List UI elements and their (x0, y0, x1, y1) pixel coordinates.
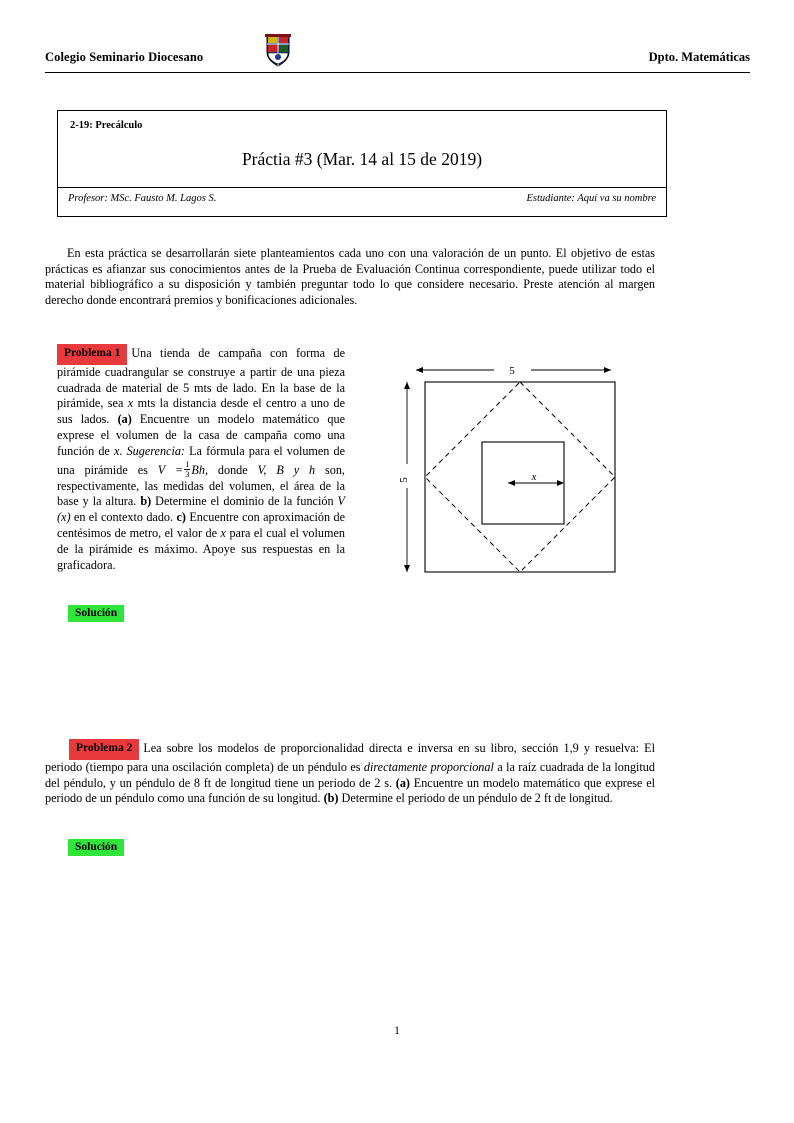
problem-2-block (45, 739, 655, 807)
problem-1-text-2: mts la distancia desde el centro a uno de sus lados. (57, 396, 345, 427)
professor-label: Profesor: MSc. Fausto M. Lagos S. (68, 193, 217, 204)
problem-1-block: Problema 1 Una tienda de campaña con forma de pirámide cuadrangular se construye a partir de una pieza cuadrada de material de 5 mts de lado. En la base de la pirámide, sea x mts la distancia desde el centro a uno de sus lados. (a) Encuentre un modelo matemático que exprese el volumen de la casa de campaña como una función de x. Sugerencia: La fórmula para el volumen de una pirámide es V = $\frac{1}{3}$ Bh, donde V, B y h son, respectivamente, las medidas del volumen, el área de la base y la altura. b) Determine el dominio de la función V (x) en el contexto dado. c) Encuentre con aproximación de centésimos de metro, el valor de x para el cual el volumen de la pirámide es máximo. Apoye sus respuestas en la graficadora. (57, 346, 346, 572)
problem-2-tag: Problema 2 (69, 739, 139, 760)
problem-2-text-4: Determine el periodo de un péndulo de 2 ft de longitud. (338, 791, 613, 806)
problem-1-tag: Problema 1 (57, 344, 127, 365)
problem-2-emphasis: directamente proporcional (363, 759, 494, 774)
page-header (45, 42, 750, 84)
problem-1-label-c: c) (176, 510, 186, 525)
fraction-numerator: 1 (185, 458, 190, 469)
problem-1-formula-bh: Bh (191, 462, 205, 477)
student-label: Estudiante: Aquí va su nombre (526, 193, 656, 204)
problem-1-label-b: b) (140, 494, 152, 509)
svg-text:x: x (531, 471, 537, 483)
course-code: 2-19: Precálculo (70, 120, 143, 131)
page-title: Práctia #3 (Mar. 14 al 15 de 2019) (241, 149, 483, 169)
titlebox-divider (58, 187, 666, 188)
problem-2-label-a: (a) (395, 775, 410, 790)
problem-2-solution-area (68, 838, 128, 856)
problem-2-text-3: Encuentre un modelo matemático que exprese el periodo de un péndulo como una función de su longitud. (45, 775, 655, 806)
intro-paragraph: En esta práctica se desarrollarán siete planteamientos cada uno con una valoración de un punto. El objetivo de estas prácticas es afianzar sus conocimientos antes de la Prueba de Evaluación Continua correspondiente, puede utilizar todo el material bibliográfico a su disposición y también preguntar todo lo que considere necesario. Preste atención al margen derecho donde encontrará premios y bonificaciones adicionales. (45, 246, 655, 307)
problem-1-text-7: Determine el dominio de la función (151, 494, 338, 509)
problem-1-func-vx: V (x) (57, 494, 345, 525)
problem-1-var-x-3: x (220, 526, 226, 540)
problem-1-text-5: , donde (204, 462, 258, 477)
school-crest-icon (263, 30, 293, 68)
page-number: 1 (394, 1025, 400, 1037)
svg-text:5: 5 (398, 477, 410, 483)
solution-2-tag: Solución (68, 839, 124, 856)
problem-1-var-x-2: x (113, 443, 120, 458)
problem-1-label-a: (a) (117, 412, 132, 427)
problem-1-text-9: Encuentre con aproximación de centésimos de metro, el valor de (57, 510, 345, 540)
header-divider (45, 72, 750, 73)
problem-1-vars-vbh: V, B y h (257, 462, 316, 477)
problem-2-text-2: a la raíz cuadrada de la longitud del péndulo, y un péndulo de 8 ft de longitud tiene un periodo de 2 s. (45, 759, 655, 790)
problem-2-label-b: (b) (323, 791, 339, 806)
problem-1-solution-area (68, 604, 128, 622)
square-pyramid-net-diagram (398, 356, 628, 588)
problem-1-hint-label: Sugerencia: (126, 443, 185, 458)
svg-text:5: 5 (509, 365, 515, 377)
problem-1-text-6: son, respectivamente, las medidas del volumen, el área de la base y la altura. (57, 462, 345, 509)
problem-2-text-1: Lea sobre los modelos de proporcionalidad directa e inversa en su libro, sección 1,9 y resuelva: El periodo (tiempo para una oscilación completa) de un péndulo es (45, 741, 655, 774)
school-name: Colegio Seminario Diocesano (45, 50, 204, 64)
fraction-denominator: 3 (185, 468, 190, 479)
department-name: Dpto. Matemáticas (648, 50, 750, 64)
title-box (57, 110, 667, 217)
problem-1-text-8: en el contexto dado. (70, 510, 177, 525)
problem-1-var-x-1: x (127, 396, 134, 411)
solution-1-tag: Solución (68, 605, 124, 622)
problem-1-text-4: La fórmula para el volumen de una pirámide es (57, 443, 346, 477)
problem-1-text-3: Encuentre un modelo matemático que exprese el volumen de la casa de campaña como una función de (57, 412, 345, 458)
problem-1-text-1: Una tienda de campaña con forma de pirámide cuadrangular se construye a partir de una pieza cuadrada de material de 5 mts de lado. En la base de la pirámide, sea (57, 346, 345, 411)
problem-1-formula-v: V = (157, 462, 184, 477)
problem-1-fraction (184, 460, 190, 479)
problem-1-text-10: para el cual el volumen de la pirámide es máximo. Apoye sus respuestas en la graficadora. (57, 526, 345, 572)
